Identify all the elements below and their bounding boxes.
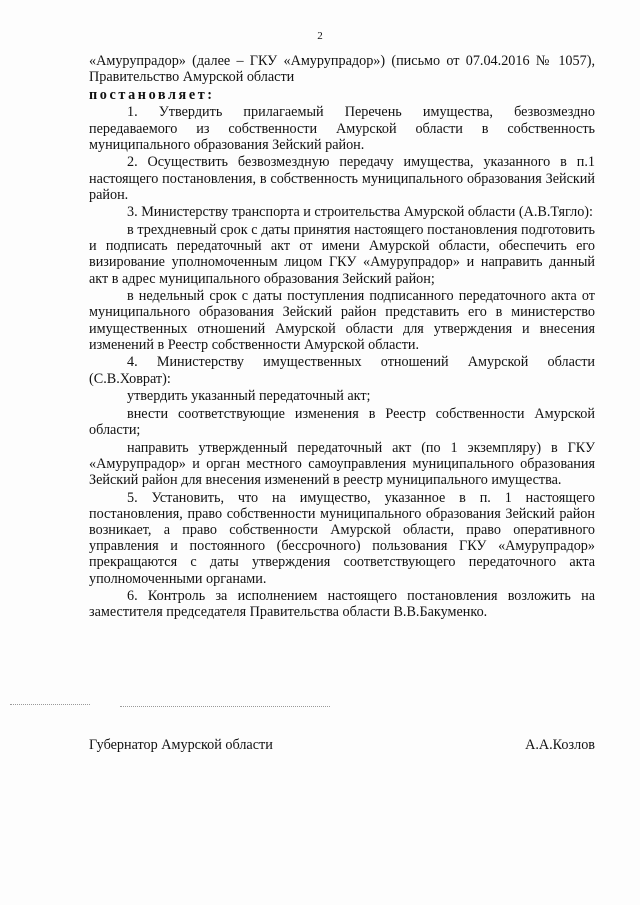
document-body <box>89 53 595 622</box>
intro-paragraph: «Амурупрадор» (далее – ГКУ «Амурупрадор») (письмо от 07.04.2016 № 1057), Правительство Амурской области <box>89 53 595 86</box>
page-number: 2 <box>317 30 323 42</box>
paragraph-2: 2. Осуществить безвозмездную передачу имущества, указанного в п.1 настоящего постановления, в собственность муниципального образования Зейский район. <box>89 154 595 203</box>
paragraph-3-item-1: в трехдневный срок с даты принятия настоящего постановления подготовить и подписать передаточный акт от имени Амурской области, обеспечить его визирование уполномоченным лицом ГКУ «Амурупрадор» и направить данный акт в адрес муниципального образования Зейский район; <box>89 221 595 287</box>
paragraph-5: 5. Установить, что на имущество, указанное в п. 1 настоящего постановления, право собственности муниципального образования Зейский район возникает, а право собственности Амурской области, право оперативного управления и постоянного (бессрочного) пользования ГКУ «Амурупрадор» прекращаются с даты утверждения соответствующего передаточного акта уполномоченными органами. <box>89 489 595 587</box>
paragraph-6: 6. Контроль за исполнением настоящего постановления возложить на заместителя председателя Правительства области В.В.Бакуменко. <box>89 588 595 621</box>
paragraph-4-item-3: направить утвержденный передаточный акт (по 1 экземпляру) в ГКУ «Амурупрадор» и орган местного самоуправления муниципального образования Зейский район для внесения изменений в реестр муниципального имущества. <box>89 439 595 488</box>
scan-dotted-line <box>10 704 90 705</box>
scan-dotted-line-2 <box>120 706 330 707</box>
paragraph-3-item-2: в недельный срок с даты поступления подписанного передаточного акта от муниципального образования Зейский район представить его в министерство имущественных отношений Амурской области для утверждения и внесения изменений в Реестр собственности Амурской области. <box>89 288 595 353</box>
signer-position: Губернатор Амурской области <box>89 737 273 753</box>
paragraph-4-item-1: утвердить указанный передаточный акт; <box>127 388 371 405</box>
signature-block <box>89 737 595 754</box>
paragraph-1: 1. Утвердить прилагаемый Перечень имущества, безвозмездно передаваемого из собственности Амурской области в собственность муниципального образования Зейский район. <box>89 104 595 153</box>
paragraph-4-item-2: внести соответствующие изменения в Реестр собственности Амурской области; <box>89 405 595 438</box>
signer-name: А.А.Козлов <box>525 737 595 753</box>
paragraph-4: 4. Министерству имущественных отношений Амурской области (С.В.Ховрат): <box>89 354 595 387</box>
decree-word: постановляет: <box>89 86 215 103</box>
paragraph-3: 3. Министерству транспорта и строительства Амурской области (А.В.Тягло): <box>127 204 593 221</box>
